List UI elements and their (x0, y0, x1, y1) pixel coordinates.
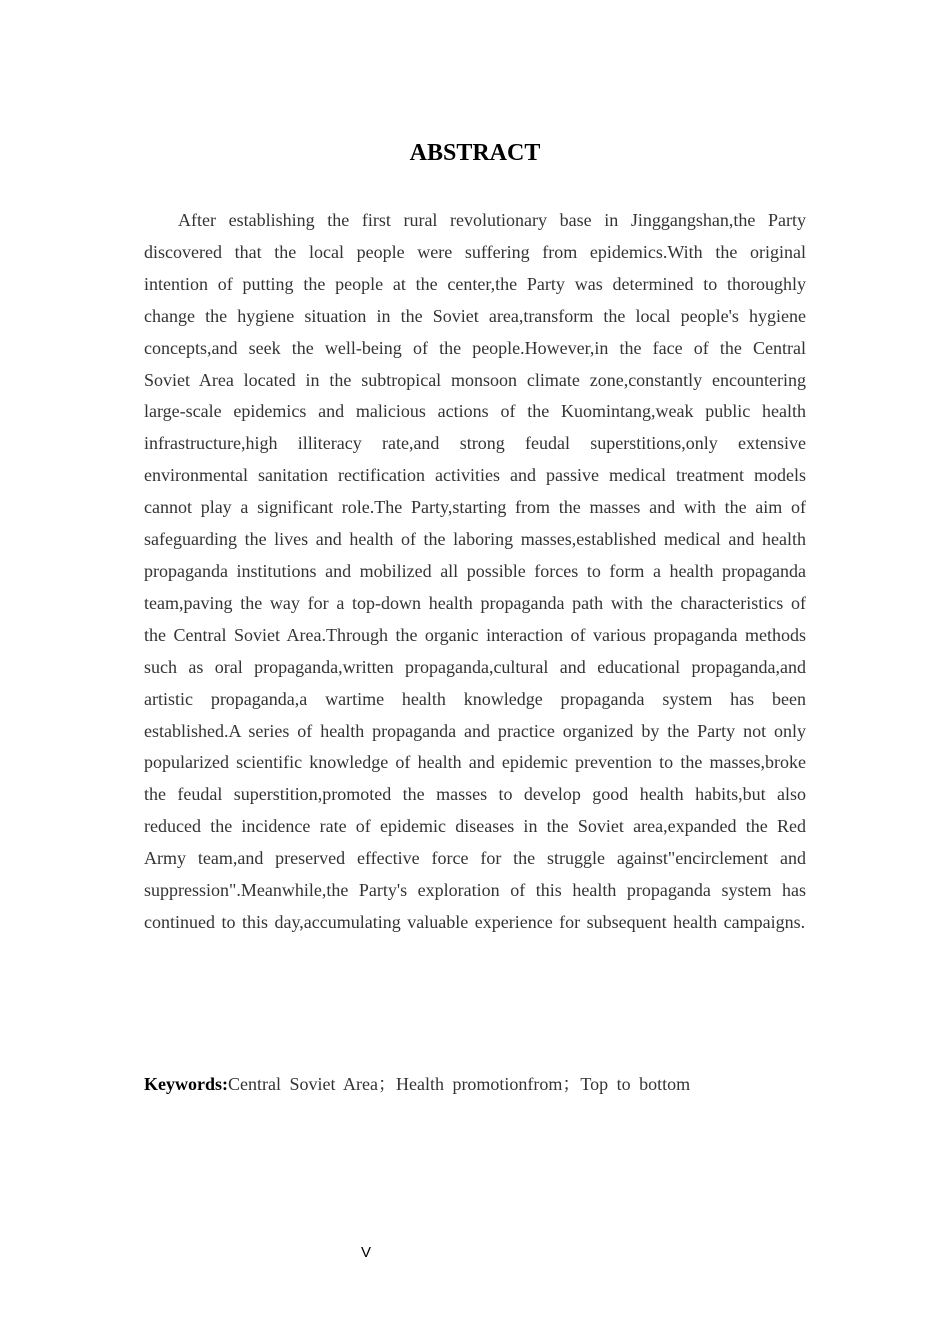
keywords-label: Keywords: (144, 1074, 228, 1094)
page-number: V (360, 1244, 371, 1261)
abstract-body-paragraph: After establishing the first rural revolutionary base in Jinggangshan,the Party discovered that the local people were suffering from epidemics.With the original intention of putting the people at the center,the Party was determined to thoroughly change the hygiene situation in the Soviet area,transform the local people's hygiene concepts,and seek the well-being of the people.However,in the face of the Central Soviet Area located in the subtropical monsoon climate zone,constantly encountering large-scale epidemics and malicious actions of the Kuomintang,weak public health infrastructure,high illiteracy rate,and strong feudal superstitions,only extensive environmental sanitation rectification activities and passive medical treatment models cannot play a significant role.The Party,starting from the masses and with the aim of safeguarding the lives and health of the laboring masses,established medical and health propaganda institutions and mobilized all possible forces to form a health propaganda team,paving the way for a top-down health propaganda path with the characteristics of the Central Soviet Area.Through the organic interaction of various propaganda methods such as oral propaganda,written propaganda,cultural and educational propaganda,and artistic propaganda,a wartime health knowledge propaganda system has been established.A series of health propaganda and practice organized by the Party not only popularized scientific knowledge of health and epidemic prevention to the masses,broke the feudal superstition,promoted the masses to develop good health habits,but also reduced the incidence rate of epidemic diseases in the Soviet area,expanded the Red Army team,and preserved effective force for the struggle against"encirclement and suppression".Meanwhile,the Party's exploration of this health propaganda system has continued to this day,accumulating valuable experience for subsequent health campaigns. (144, 210, 806, 932)
keywords-text: Central Soviet Area；Health promotionfrom；Top to bottom (228, 1074, 691, 1094)
keywords-line (144, 1068, 806, 1100)
abstract-title: ABSTRACT (409, 140, 541, 166)
